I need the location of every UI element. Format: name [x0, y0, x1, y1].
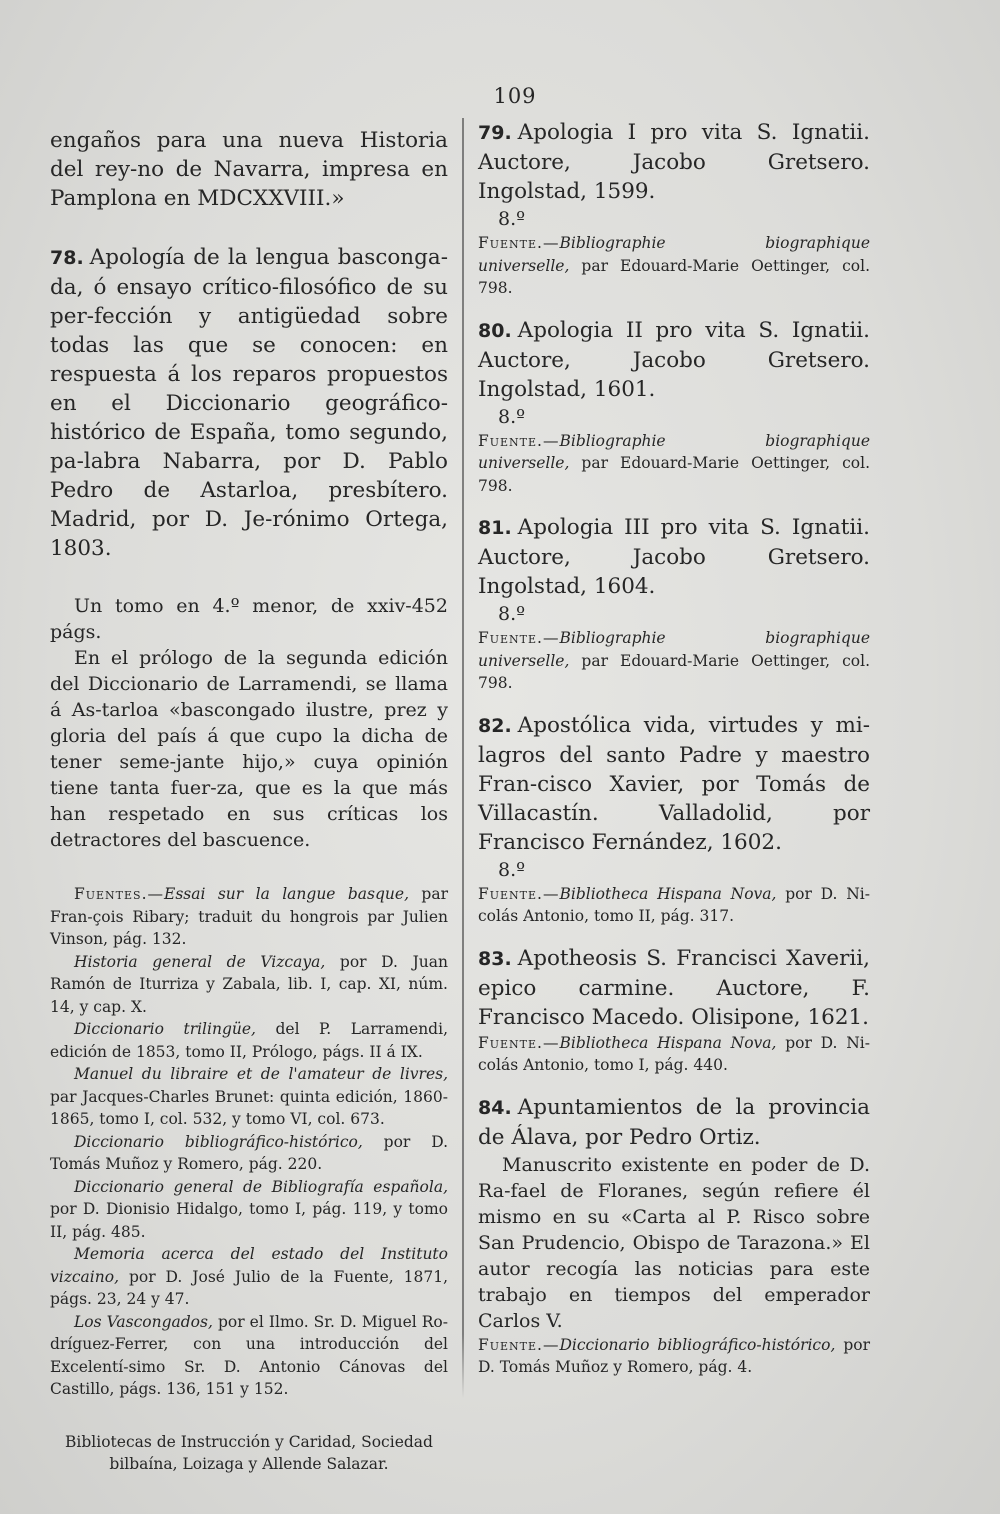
source-item: Fuentes.—Essai sur la langue basque, par Fran-çois Ribary; traduit du hongrois par Julien Vinson, pág. 132. — [50, 885, 448, 948]
entry-title: Apostólica vida, virtudes y mi-lagros del santo Padre y maestro Fran-cisco Xavier, por Tomás de Villacastín. Valladolid, por Francisco Fernández, 1602. — [478, 712, 870, 855]
entry-source: Fuente.—Bibliographie biographique universelle, par Edouard-Marie Oettinger, col. 798. — [478, 431, 870, 495]
entry-80: 80. Apologia II pro vita S. Ignatii. Auctore, Jacobo Gretsero. Ingolstad, 1601. 8.º Fuente.—Bibliographie biographique universelle, par Edouard-Marie Oettinger, col. 798. — [478, 316, 870, 498]
entry-commentary: En el prólogo de la segunda edición del Diccionario de Larramendi, se llama á As-tarloa «bascongado ilustre, prez y gloria del país á que cupo la dicha de tener seme-jante hijo,» cuya opinión tiene tanta fuer-za, que es la que más han respetado en sus críticas los detractores del bascuence. — [50, 647, 448, 851]
entry-82: 82. Apostólica vida, virtudes y mi-lagros del santo Padre y maestro Fran-cisco Xavier, por Tomás de Villacastín. Valladolid, por Francisco Fernández, 1602. 8.º Fuente.—Bibliotheca Hispana Nova, por D. Ni-colás Antonio, tomo II, pág. 317. — [478, 711, 870, 928]
entry-title: Apologia II pro vita S. Ignatii. Auctore, Jacobo Gretsero. Ingolstad, 1601. — [478, 317, 870, 402]
entry-78 — [50, 243, 448, 1476]
entry-title: Apologia III pro vita S. Ignatii. Auctore, Jacobo Gretsero. Ingolstad, 1604. — [478, 515, 870, 599]
entry-format: 8.º — [498, 208, 526, 230]
entry-source: Fuente.—Bibliotheca Hispana Nova, por D. Ni-colás Antonio, tomo II, pág. 317. — [478, 884, 871, 925]
entry-title: Apotheosis S. Francisci Xaverii, epico carmine. Auctore, F. Francisco Macedo. Olisipone, 1621. — [478, 945, 870, 1030]
entry-84: 84. Apuntamientos de la provincia de Álava, por Pedro Ortiz. Manuscrito existente en poder de D. Ra-fael de Floranes, según refiere él mismo en su «Carta al P. Risco sobre San Prudencio, Obispo de Tarazona.» El autor recogía las noticias para este trabajo en tiempos del emperador Carlos V. Fuente.—Diccionario bibliográfico-histórico, por D. Tomás Muñoz y Romero, pág. 4. — [478, 1093, 870, 1379]
entry-79: 79. Apologia I pro vita S. Ignatii. Auctore, Jacobo Gretsero. Ingolstad, 1599. 8.º Fuente.—Bibliographie biographique universelle, par Edouard-Marie Oettinger, col. 798. — [478, 118, 870, 300]
entry-source: Fuente.—Bibliotheca Hispana Nova, por D. Ni-colás Antonio, tomo I, pág. 440. — [478, 1033, 871, 1074]
entry-source: Fuente.—Diccionario bibliográfico-histórico, por D. Tomás Muñoz y Romero, pág. 4. — [478, 1335, 870, 1376]
source-item: Diccionario general de Bibliografía española, por D. Dionisio Hidalgo, tomo I, pág. 119, y tomo II, pág. 485. — [50, 1177, 448, 1241]
entry-title: Apologia I pro vita S. Ignatii. Auctore, Jacobo Gretsero. Ingolstad, 1599. — [478, 120, 870, 204]
entry-83: 83. Apotheosis S. Francisci Xaverii, epico carmine. Auctore, F. Francisco Macedo. Olisipone, 1621. Fuente.—Bibliotheca Hispana Nova, por D. Ni-colás Antonio, tomo I, pág. 440. — [478, 944, 870, 1077]
entry-format: 8.º — [498, 603, 526, 625]
libraries-note: Bibliotecas de Instrucción y Caridad, Sociedad bilbaína, Loizaga y Allende Salazar. — [65, 1432, 433, 1473]
entry-number: 78. — [50, 247, 84, 269]
entry-title: Apología de la lengua basconga-da, ó ensayo crítico-filosófico de su per-fección y antigüedad sobre todas las que se conocen: en respuesta á los reparos propuestos en el Diccionario geográfico-histórico de España, tomo segundo, pa-labra Nabarra, por D. Pablo Pedro de Astarloa, presbítero. Madrid, por D. Je-rónimo Ortega, 1803. — [50, 245, 448, 561]
entry-81: 81. Apologia III pro vita S. Ignatii. Auctore, Jacobo Gretsero. Ingolstad, 1604. 8.º Fuente.—Bibliographie biographique universelle, par Edouard-Marie Oettinger, col. 798. — [478, 513, 870, 695]
source-item: Memoria acerca del estado del Instituto vizcaino, por D. José Julio de la Fuente, 1871, págs. 23, 24 y 47. — [50, 1245, 448, 1308]
page-number: 109 — [493, 84, 537, 108]
source-item: Diccionario bibliográfico-histórico, por D. Tomás Muñoz y Romero, pág. 220. — [50, 1132, 448, 1173]
entry-format: 8.º — [498, 858, 526, 881]
entry-source: Fuente.—Bibliographie biographique universelle, par Edouard-Marie Oettinger, col. 798. — [478, 629, 870, 692]
entry-format: 8.º — [498, 405, 526, 428]
source-item: Los Vascongados, por el Ilmo. Sr. D. Miguel Ro-dríguez-Ferrer, con una introducción del Excelentí-simo Sr. D. Antonio Cánovas del Castillo, págs. 136, 151 y 152. — [50, 1312, 448, 1398]
left-column — [50, 126, 448, 1476]
source-item: Historia general de Vizcaya, por D. Juan Ramón de Iturriza y Zabala, lib. I, cap. XI, núm. 14, y cap. X. — [50, 952, 448, 1016]
source-item: Diccionario trilingüe, del P. Larramendi, edición de 1853, tomo II, Prólogo, págs. II á IX. — [50, 1020, 448, 1061]
entry-description: Manuscrito existente en poder de D. Ra-fael de Floranes, según refiere él mismo en su «Carta al P. Risco sobre San Prudencio, Obispo de Tarazona.» El autor recogía las noticias para este trabajo en tiempos del emperador Carlos V. — [478, 1153, 870, 1332]
entry-description: Un tomo en 4.º menor, de xxiv-452 págs. — [50, 595, 448, 643]
right-column — [478, 118, 870, 1379]
entry-title: Apuntamientos de la provincia de Álava, por Pedro Ortiz. — [478, 1094, 870, 1150]
entry-source: Fuente.—Bibliographie biographique universelle, par Edouard-Marie Oettinger, col. 798. — [478, 234, 870, 297]
source-item: Manuel du libraire et de l'amateur de livres, par Jacques-Charles Brunet: quinta edición, 1860-1865, tomo I, col. 532, y tomo VI, col. 673. — [50, 1065, 448, 1128]
column-divider — [462, 118, 464, 1398]
intro-paragraph: engaños para una nueva Historia del rey-no de Navarra, impresa en Pamplona en MDCXXVIII.» — [50, 128, 448, 211]
